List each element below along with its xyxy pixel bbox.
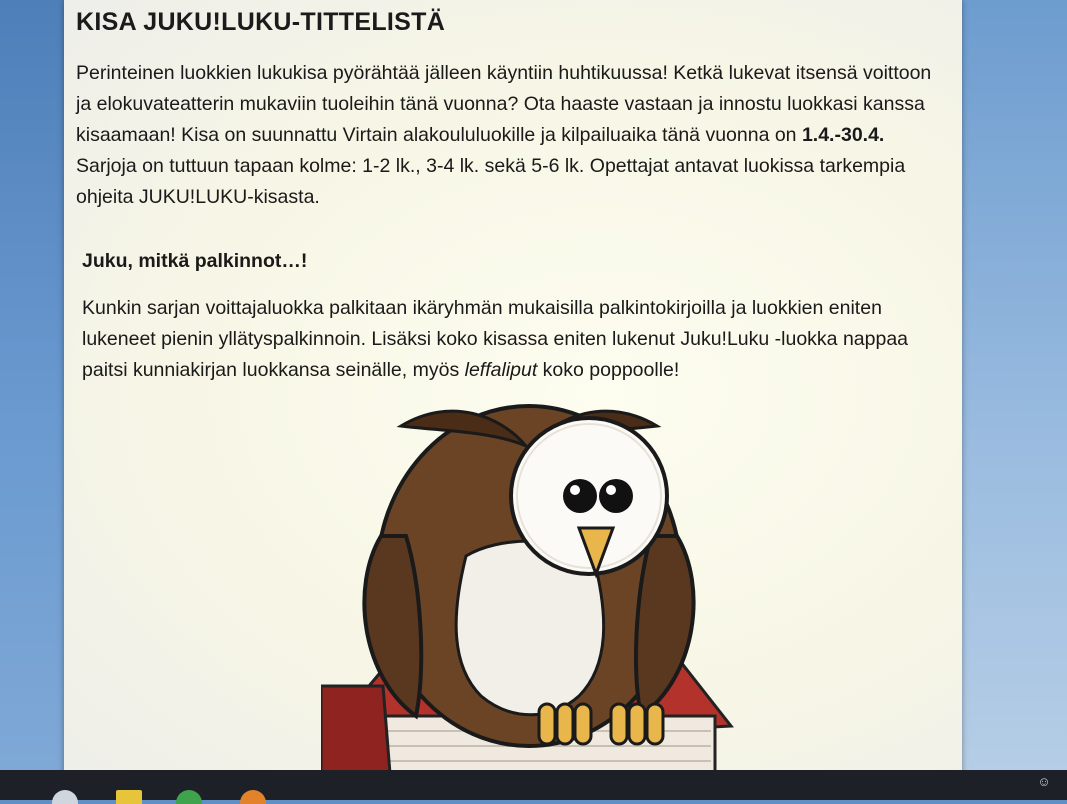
intro-text-start: Perinteinen luokkien lukukisa pyörähtää jälleen käyntiin huhtikuussa! Ketkä lukevat itsensä voittoon ja elokuvateatterin mukaviin tuoleihin tänä vuonna? Ota haaste vastaan ja innostu luokkasi kanssa kisaamaan! Kisa on suunnattu Virtain alakoululuokille ja kilpailuaika tänä vuonna on: [76, 62, 932, 146]
prizes-italic-text: leffaliput: [464, 359, 538, 381]
taskbar: [0, 770, 1067, 800]
intro-paragraph: [76, 58, 946, 213]
article-title: KISA JUKU!LUKU-TITTELISTÄ: [76, 8, 446, 36]
people-icon[interactable]: ☺: [1037, 774, 1051, 789]
app-icon-2[interactable]: [116, 790, 142, 804]
prizes-text-start: Kunkin sarjan voittajaluokka palkitaan ikäryhmän mukaisilla palkintokirjoilla ja luokkien eniten lukeneet pienin yllätyspalkinnoin. Lisäksi koko kisassa eniten lukenut Juku!Luku -luokka nappaa paitsi kunniakirjan luokkansa seinälle, myös: [82, 297, 909, 381]
prizes-paragraph: [82, 293, 946, 386]
owl-on-book-icon: [321, 386, 761, 785]
desktop-background-right: [962, 0, 1067, 770]
article-page: [64, 0, 962, 785]
prizes-text-end: koko poppoolle!: [537, 359, 680, 381]
contest-dates: 1.4.-30.4.: [801, 124, 885, 146]
intro-text-end: Sarjoja on tuttuun tapaan kolme: 1-2 lk., 3-4 lk. sekä 5-6 lk. Opettajat antavat luokissa tarkempia ohjeita JUKU!LUKU-kisasta.: [76, 155, 906, 208]
prizes-heading: Juku, mitkä palkinnot…!: [82, 250, 308, 272]
desktop-background-left: [0, 0, 64, 770]
